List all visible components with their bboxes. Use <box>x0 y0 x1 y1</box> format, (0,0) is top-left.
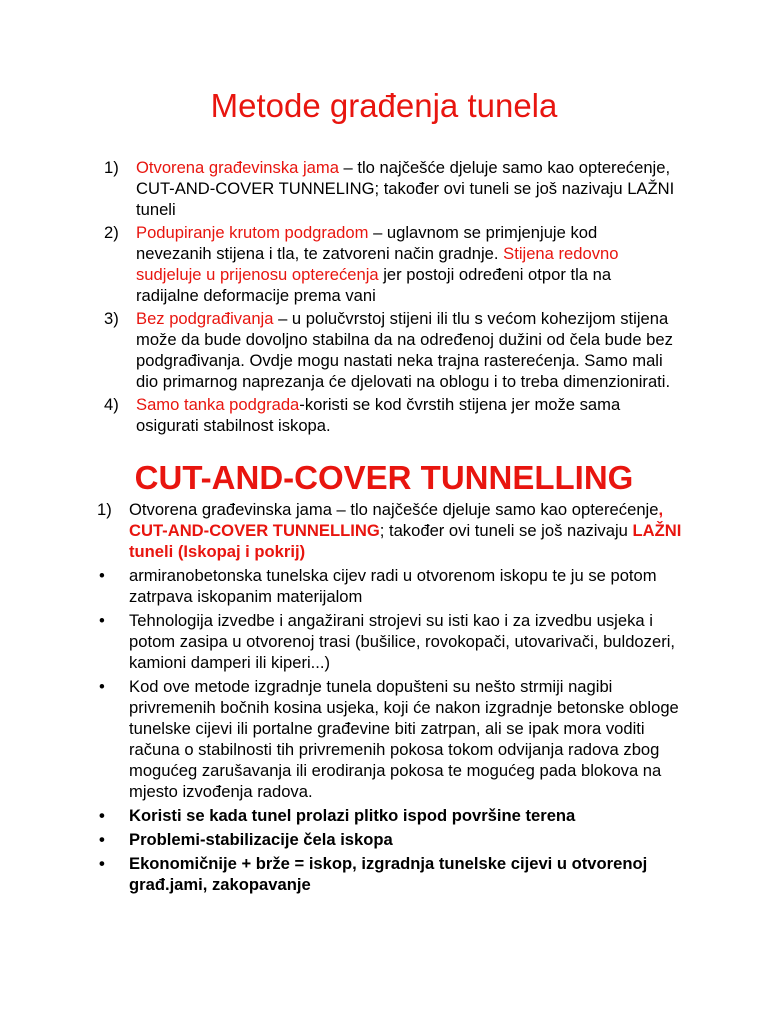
item-number: 3) <box>104 309 119 328</box>
bullet-icon: • <box>99 566 105 585</box>
item-highlight-2: LAŽNI tuneli (Iskopaj i pokrij) <box>129 521 682 561</box>
bullet-item <box>0 610 768 673</box>
item-term: Bez podgrađivanja <box>136 309 274 328</box>
item-text <box>136 157 676 220</box>
bullet-item <box>0 565 768 607</box>
bullet-icon: • <box>99 611 105 630</box>
list-item <box>0 499 768 562</box>
item-text <box>129 499 689 562</box>
item-number: 2) <box>104 223 119 242</box>
page-title: Metode građenja tunela <box>210 87 558 124</box>
item-number: 1) <box>104 158 119 177</box>
item-description: – uglavnom se primjenjuje kod nevezanih stijena i tla, te zatvoreni način gradnje. <box>136 223 598 263</box>
item-text <box>136 308 676 392</box>
bullet-text: Ekonomičnije + brže = iskop, izgradnja tunelske cijevi u otvorenoj građ.jami, zakopavanje <box>129 854 648 894</box>
bullet-icon: • <box>99 854 105 873</box>
item-description-continued: ; također ovi tuneli se još nazivaju <box>379 521 633 540</box>
item-text <box>136 222 676 306</box>
item-term: Podupiranje krutom podgradom <box>136 223 369 242</box>
bullet-item <box>0 829 768 850</box>
item-number: 4) <box>104 395 119 414</box>
item-text <box>136 394 676 436</box>
section-heading: CUT-AND-COVER TUNNELLING <box>134 459 634 496</box>
bullet-text: armiranobetonska tunelska cijev radi u otvorenom iskopu te ju se potom zatrpava iskopanim materijalom <box>129 566 657 606</box>
item-term: Samo tanka podgrada <box>136 395 300 414</box>
list-item <box>0 157 768 220</box>
bullet-icon: • <box>99 806 105 825</box>
list-item <box>0 222 768 306</box>
list-item <box>0 394 768 436</box>
item-term: Otvorena građevinska jama <box>136 158 339 177</box>
item-highlight: Stijena redovno sudjeluje u prijenosu opterećenja <box>136 244 619 284</box>
cut-and-cover-list <box>0 499 768 898</box>
item-description: -koristi se kod čvrstih stijena jer može sama osigurati stabilnost iskopa. <box>136 395 621 435</box>
bullet-text: Koristi se kada tunel prolazi plitko ispod površine terena <box>129 806 576 825</box>
bullet-item <box>0 805 768 826</box>
item-number: 1) <box>97 500 112 519</box>
list-item <box>0 308 768 392</box>
item-description-continued: jer postoji određeni otpor tla na radijalne deformacije prema vani <box>136 265 612 305</box>
bullet-icon: • <box>99 830 105 849</box>
item-description: – tlo najčešće djeluje samo kao opterećenje, CUT-AND-COVER TUNNELING; također ovi tuneli se još nazivaju LAŽNI tuneli <box>136 158 675 219</box>
bullet-text: Kod ove metode izgradnje tunela dopušteni su nešto strmiji nagibi privremenih bočnih kosina usjeka, koji će nakon izgradnje betonske obloge tunelske cijevi ili portalne građevine biti zatrpan, ali se ipak mora voditi računa o stabilnosti tih privremenih pokosa tokom odvijanja radova zbog mogućeg zarušavanja ili erodiranja pokosa te mogućeg pada blokova na mjesto izvođenja radova. <box>129 677 679 801</box>
bullet-item <box>0 853 768 895</box>
item-highlight: , CUT-AND-COVER TUNNELLING <box>129 500 664 540</box>
item-description: – u polučvrstoj stijeni ili tlu s većom kohezijom stijena može da bude dovoljno stabilna da na određenoj dužini od čela bude bez podgrađivanja. Ovdje mogu nastati neka trajna rasterećenja. Samo mali dio primarnog naprezanja će djelovati na oblogu i to treba dimenzionirati. <box>136 309 673 391</box>
methods-list <box>0 157 768 438</box>
bullet-text: Tehnologija izvedbe i angažirani strojevi su isti kao i za izvedbu usjeka i potom zasipa u otvorenoj trasi (bušilice, rovokopači, utovarivači, buldozeri, kamioni damperi ili kiperi...) <box>129 611 676 672</box>
bullet-text: Problemi-stabilizacije čela iskopa <box>129 830 393 849</box>
bullet-icon: • <box>99 677 105 696</box>
item-description: Otvorena građevinska jama – tlo najčešće djeluje samo kao opterećenje <box>129 500 659 519</box>
bullet-item <box>0 676 768 802</box>
